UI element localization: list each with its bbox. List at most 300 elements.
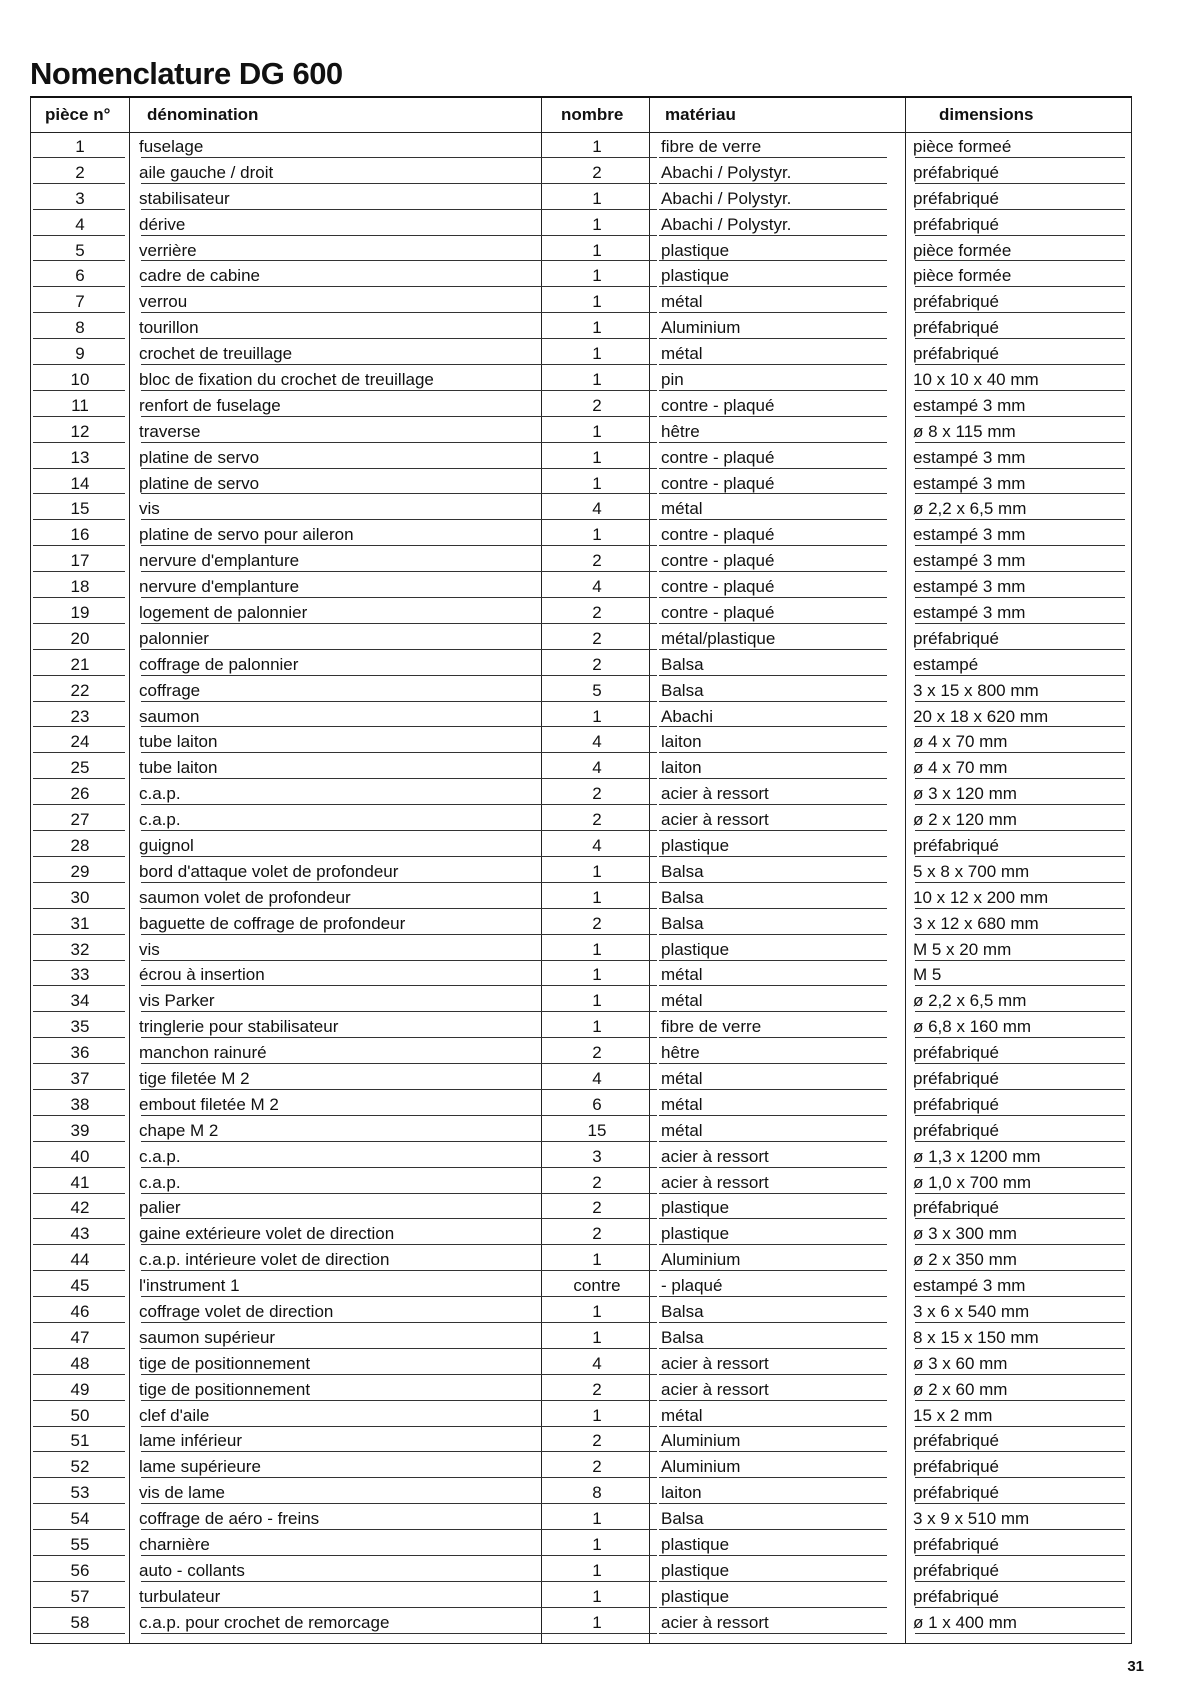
row-underline [141, 1348, 611, 1349]
row-underline [141, 235, 611, 236]
row-underline [549, 1270, 657, 1271]
dimensions-cell: estampé [913, 654, 979, 674]
row-underline [141, 1426, 611, 1427]
denomination-cell: tringlerie pour stabilisateur [139, 1017, 339, 1037]
dimensions-cell: ø 2 x 350 mm [913, 1250, 1017, 1270]
material-cell: contre - plaqué [661, 525, 775, 545]
material-cell: Balsa [661, 1327, 704, 1347]
row-underline [915, 1426, 1125, 1427]
denomination-cell: c.a.p. [139, 1146, 181, 1166]
row-underline [549, 1322, 657, 1323]
row-underline [549, 908, 657, 909]
row-underline [141, 701, 611, 702]
row-underline [915, 1607, 1125, 1608]
row-underline [549, 519, 657, 520]
denomination-cell: dérive [139, 214, 186, 234]
row-underline [659, 1400, 887, 1401]
quantity-cell: 8 [592, 1483, 602, 1503]
material-cell: Aluminium [661, 1457, 741, 1477]
denomination-cell: verrou [139, 292, 188, 312]
row-underline [141, 1218, 611, 1219]
row-underline [549, 882, 657, 883]
quantity-cell: 4 [592, 577, 602, 597]
piece-number-cell: 10 [70, 369, 90, 389]
table-row [31, 1610, 1131, 1636]
row-underline [915, 1374, 1125, 1375]
table-row [31, 496, 1131, 522]
row-underline [33, 649, 125, 650]
row-underline [33, 1037, 125, 1038]
material-cell: Balsa [661, 1509, 704, 1529]
row-underline [33, 1244, 125, 1245]
denomination-cell: écrou à insertion [139, 965, 265, 985]
row-underline [141, 286, 611, 287]
piece-number-cell: 58 [70, 1612, 90, 1632]
quantity-cell: 4 [592, 732, 602, 752]
piece-number-cell: 31 [70, 913, 90, 933]
denomination-cell: lame supérieure [139, 1457, 261, 1477]
table-row [31, 911, 1131, 937]
table-row [31, 963, 1131, 989]
row-underline [659, 338, 887, 339]
quantity-cell: 1 [592, 344, 602, 364]
table-row [31, 1429, 1131, 1455]
row-underline [549, 960, 657, 961]
row-underline [915, 882, 1125, 883]
row-underline [915, 908, 1125, 909]
piece-number-cell: 44 [70, 1250, 90, 1270]
row-underline [141, 1477, 611, 1478]
piece-number-cell: 24 [70, 732, 90, 752]
denomination-cell: tube laiton [139, 758, 218, 778]
material-cell: acier à ressort [661, 1146, 769, 1166]
quantity-cell: 1 [592, 240, 602, 260]
row-underline [549, 364, 657, 365]
table-row [31, 678, 1131, 704]
material-cell: acier à ressort [661, 1379, 769, 1399]
row-underline [549, 235, 657, 236]
row-underline [141, 209, 611, 210]
table-row [31, 1377, 1131, 1403]
quantity-cell: 1 [592, 1509, 602, 1529]
dimensions-cell: ø 2 x 120 mm [913, 810, 1017, 830]
denomination-cell: vis de lame [139, 1483, 225, 1503]
row-underline [33, 364, 125, 365]
quantity-cell: 15 [587, 1120, 607, 1140]
row-underline [141, 726, 611, 727]
quantity-cell: 1 [592, 1612, 602, 1632]
row-underline [141, 390, 611, 391]
material-cell: Balsa [661, 861, 704, 881]
row-underline [141, 778, 611, 779]
table-row [31, 419, 1131, 445]
row-underline [915, 1011, 1125, 1012]
row-underline [659, 519, 887, 520]
row-underline [915, 1581, 1125, 1582]
row-underline [659, 1322, 887, 1323]
row-underline [141, 1115, 611, 1116]
row-underline [915, 1348, 1125, 1349]
denomination-cell: l'instrument 1 [139, 1276, 240, 1296]
row-underline [915, 701, 1125, 702]
dimensions-cell: préfabriqué [913, 188, 1000, 208]
dimensions-cell: estampé 3 mm [913, 395, 1026, 415]
denomination-cell: tube laiton [139, 732, 218, 752]
row-underline [141, 1529, 611, 1530]
row-underline [33, 1218, 125, 1219]
row-underline [33, 675, 125, 676]
row-underline [33, 1270, 125, 1271]
row-underline [141, 1063, 611, 1064]
denomination-cell: charnière [139, 1535, 210, 1555]
row-underline [33, 1348, 125, 1349]
row-underline [659, 1141, 887, 1142]
quantity-cell: 1 [592, 1560, 602, 1580]
row-underline [141, 260, 611, 261]
row-underline [549, 1503, 657, 1504]
table-row [31, 367, 1131, 393]
row-underline [141, 882, 611, 883]
row-underline [549, 1400, 657, 1401]
table-row [31, 1066, 1131, 1092]
row-underline [141, 1451, 611, 1452]
piece-number-cell: 57 [70, 1586, 90, 1606]
row-underline [659, 1529, 887, 1530]
dimensions-cell: ø 6,8 x 160 mm [913, 1017, 1032, 1037]
quantity-cell: 1 [592, 525, 602, 545]
row-underline [549, 1581, 657, 1582]
material-cell: métal [661, 1094, 703, 1114]
row-underline [549, 1218, 657, 1219]
material-cell: plastique [661, 266, 730, 286]
denomination-cell: coffrage de aéro - freins [139, 1509, 320, 1529]
table-row [31, 755, 1131, 781]
row-underline [915, 1270, 1125, 1271]
row-underline [659, 1167, 887, 1168]
row-underline [549, 1167, 657, 1168]
denomination-cell: chape M 2 [139, 1120, 219, 1140]
row-underline [659, 1374, 887, 1375]
denomination-cell: saumon volet de profondeur [139, 887, 351, 907]
row-underline [141, 908, 611, 909]
dimensions-cell: préfabriqué [913, 1457, 1000, 1477]
row-underline [549, 468, 657, 469]
material-cell: contre - plaqué [661, 395, 775, 415]
table-row [31, 937, 1131, 963]
dimensions-cell: préfabriqué [913, 835, 1000, 855]
denomination-cell: traverse [139, 421, 201, 441]
dimensions-cell: 3 x 6 x 540 mm [913, 1302, 1030, 1322]
row-underline [915, 675, 1125, 676]
row-underline [33, 1555, 125, 1556]
row-underline [549, 1141, 657, 1142]
quantity-cell: 1 [592, 861, 602, 881]
dimensions-cell: préfabriqué [913, 214, 1000, 234]
denomination-cell: embout filetée M 2 [139, 1094, 279, 1114]
quantity-cell: 1 [592, 421, 602, 441]
quantity-cell: 1 [592, 1586, 602, 1606]
dimensions-cell: estampé 3 mm [913, 602, 1026, 622]
denomination-cell: cadre de cabine [139, 266, 260, 286]
row-underline [33, 597, 125, 598]
quantity-cell: 2 [592, 1224, 602, 1244]
row-underline [549, 1451, 657, 1452]
denomination-cell: stabilisateur [139, 188, 230, 208]
piece-number-cell: 6 [75, 266, 85, 286]
dimensions-cell: estampé 3 mm [913, 577, 1026, 597]
row-underline [915, 1296, 1125, 1297]
row-underline [915, 209, 1125, 210]
dimensions-cell: préfabriqué [913, 628, 1000, 648]
row-underline [33, 157, 125, 158]
material-cell: acier à ressort [661, 1353, 769, 1373]
table-row [31, 1480, 1131, 1506]
row-underline [915, 519, 1125, 520]
row-underline [33, 519, 125, 520]
material-cell: métal/plastique [661, 628, 776, 648]
row-underline [915, 934, 1125, 935]
quantity-cell: 2 [592, 162, 602, 182]
table-row [31, 1454, 1131, 1480]
material-cell: métal [661, 991, 703, 1011]
material-cell: pin [661, 369, 684, 389]
piece-number-cell: 39 [70, 1120, 90, 1140]
table-row [31, 341, 1131, 367]
row-underline [659, 882, 887, 883]
row-underline [549, 649, 657, 650]
table-row [31, 1144, 1131, 1170]
row-underline [33, 312, 125, 313]
dimensions-cell: 5 x 8 x 700 mm [913, 861, 1030, 881]
quantity-cell: 1 [592, 1017, 602, 1037]
piece-number-cell: 54 [70, 1509, 90, 1529]
row-underline [549, 571, 657, 572]
table-row [31, 600, 1131, 626]
row-underline [659, 1115, 887, 1116]
row-underline [141, 597, 611, 598]
row-underline [549, 934, 657, 935]
material-cell: Balsa [661, 654, 704, 674]
row-underline [33, 960, 125, 961]
material-cell: plastique [661, 1535, 730, 1555]
row-underline [141, 804, 611, 805]
row-underline [659, 493, 887, 494]
quantity-cell: contre [573, 1276, 621, 1296]
row-underline [915, 1322, 1125, 1323]
row-underline [659, 1426, 887, 1427]
quantity-cell: 1 [592, 266, 602, 286]
row-underline [659, 856, 887, 857]
row-underline [33, 416, 125, 417]
row-underline [549, 1296, 657, 1297]
row-underline [33, 804, 125, 805]
table-row [31, 471, 1131, 497]
row-underline [141, 1581, 611, 1582]
table-row [31, 859, 1131, 885]
row-underline [659, 260, 887, 261]
row-underline [141, 416, 611, 417]
row-underline [915, 468, 1125, 469]
row-underline [549, 1529, 657, 1530]
denomination-cell: tourillon [139, 318, 199, 338]
denomination-cell: bord d'attaque volet de profondeur [139, 861, 399, 881]
row-underline [915, 442, 1125, 443]
quantity-cell: 1 [592, 1405, 602, 1425]
row-underline [915, 183, 1125, 184]
table-row [31, 134, 1131, 160]
row-underline [659, 545, 887, 546]
denomination-cell: c.a.p. [139, 784, 181, 804]
table-row [31, 781, 1131, 807]
denomination-cell: coffrage volet de direction [139, 1302, 334, 1322]
row-underline [33, 830, 125, 831]
table-row [31, 315, 1131, 341]
material-cell: Abachi / Polystyr. [661, 214, 792, 234]
row-underline [141, 1555, 611, 1556]
row-underline [659, 830, 887, 831]
quantity-cell: 2 [592, 602, 602, 622]
row-underline [915, 856, 1125, 857]
row-underline [33, 1426, 125, 1427]
row-underline [141, 364, 611, 365]
row-underline [915, 416, 1125, 417]
row-underline [549, 1063, 657, 1064]
dimensions-cell: ø 4 x 70 mm [913, 732, 1008, 752]
table-row [31, 289, 1131, 315]
denomination-cell: nervure d'emplanture [139, 577, 300, 597]
denomination-cell: turbulateur [139, 1586, 221, 1606]
dimensions-cell: estampé 3 mm [913, 525, 1026, 545]
row-underline [141, 1322, 611, 1323]
row-underline [549, 312, 657, 313]
row-underline [549, 1426, 657, 1427]
row-underline [141, 1607, 611, 1608]
denomination-cell: c.a.p. intérieure volet de direction [139, 1250, 390, 1270]
row-underline [141, 1167, 611, 1168]
row-underline [915, 1218, 1125, 1219]
denomination-cell: verrière [139, 240, 197, 260]
material-cell: métal [661, 499, 703, 519]
material-cell: laiton [661, 1483, 702, 1503]
piece-number-cell: 37 [70, 1069, 90, 1088]
row-underline [549, 701, 657, 702]
row-underline [659, 1296, 887, 1297]
material-cell: acier à ressort [661, 810, 769, 830]
piece-number-cell: 14 [70, 473, 90, 493]
row-underline [915, 649, 1125, 650]
row-underline [33, 934, 125, 935]
quantity-cell: 2 [592, 784, 602, 804]
row-underline [915, 1503, 1125, 1504]
row-underline [549, 597, 657, 598]
row-underline [549, 442, 657, 443]
table-body [31, 134, 1131, 1636]
piece-number-cell: 27 [70, 810, 90, 830]
row-underline [33, 1607, 125, 1608]
row-underline [549, 1244, 657, 1245]
piece-number-cell: 5 [75, 240, 85, 260]
piece-number-cell: 30 [70, 887, 90, 907]
denomination-cell: logement de palonnier [139, 602, 308, 622]
material-cell: hêtre [661, 421, 700, 441]
piece-number-cell: 11 [71, 395, 89, 415]
material-cell: Abachi / Polystyr. [661, 162, 792, 182]
table-row [31, 263, 1131, 289]
table-row [31, 626, 1131, 652]
piece-number-cell: 45 [70, 1276, 90, 1296]
row-underline [659, 985, 887, 986]
row-underline [141, 1011, 611, 1012]
material-cell: contre - plaqué [661, 473, 775, 493]
row-underline [915, 985, 1125, 986]
row-underline [915, 752, 1125, 753]
row-underline [33, 985, 125, 986]
denomination-cell: saumon supérieur [139, 1327, 276, 1347]
row-underline [915, 726, 1125, 727]
row-underline [915, 1451, 1125, 1452]
table-row [31, 548, 1131, 574]
quantity-cell: 1 [592, 369, 602, 389]
denomination-cell: palonnier [139, 628, 209, 648]
row-underline [141, 1141, 611, 1142]
row-underline [659, 1451, 887, 1452]
row-underline [915, 493, 1125, 494]
material-cell: Aluminium [661, 318, 741, 338]
row-underline [659, 442, 887, 443]
dimensions-cell: pièce formée [913, 240, 1012, 260]
piece-number-cell: 35 [70, 1017, 90, 1037]
row-underline [33, 1193, 125, 1194]
material-cell: fibre de verre [661, 136, 762, 156]
quantity-cell: 4 [592, 1069, 602, 1088]
quantity-cell: 4 [592, 499, 602, 519]
row-underline [659, 649, 887, 650]
row-underline [33, 1167, 125, 1168]
denomination-cell: lame inférieur [139, 1431, 242, 1451]
row-underline [659, 390, 887, 391]
row-underline [659, 1633, 887, 1634]
piece-number-cell: 55 [70, 1535, 90, 1555]
row-underline [33, 1089, 125, 1090]
row-underline [549, 260, 657, 261]
quantity-cell: 1 [592, 214, 602, 234]
row-underline [549, 623, 657, 624]
row-underline [549, 1607, 657, 1608]
piece-number-cell: 38 [70, 1094, 90, 1114]
table-row [31, 1532, 1131, 1558]
row-underline [33, 778, 125, 779]
row-underline [659, 1607, 887, 1608]
quantity-cell: 2 [592, 1457, 602, 1477]
dimensions-cell: préfabriqué [913, 1120, 1000, 1140]
row-underline [659, 1348, 887, 1349]
row-underline [141, 157, 611, 158]
row-underline [915, 571, 1125, 572]
row-underline [141, 468, 611, 469]
row-underline [33, 442, 125, 443]
row-underline [659, 571, 887, 572]
piece-number-cell: 41 [70, 1172, 90, 1192]
row-underline [659, 1037, 887, 1038]
row-underline [915, 778, 1125, 779]
row-underline [33, 752, 125, 753]
row-underline [141, 1037, 611, 1038]
material-cell: acier à ressort [661, 1612, 769, 1632]
table-row [31, 729, 1131, 755]
dimensions-cell: préfabriqué [913, 1094, 1000, 1114]
row-underline [915, 1529, 1125, 1530]
row-underline [549, 1633, 657, 1634]
